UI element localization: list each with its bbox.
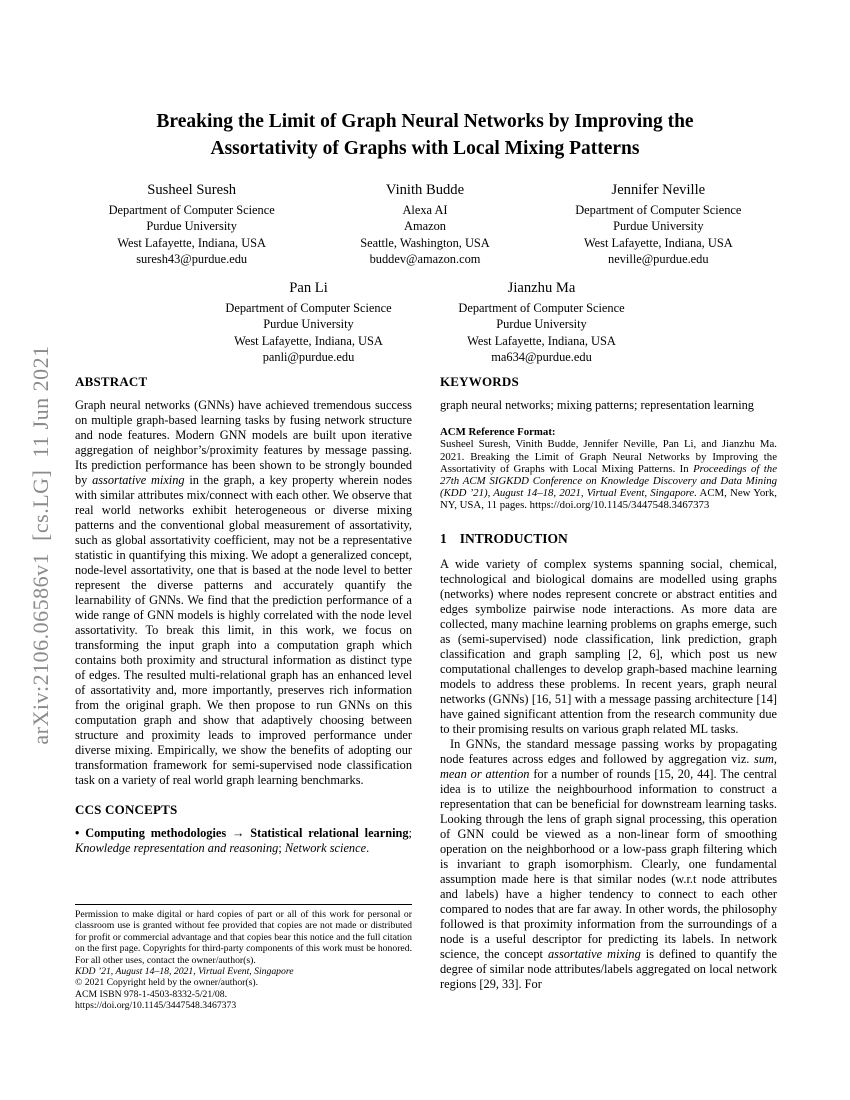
keywords-heading: KEYWORDS	[440, 374, 519, 389]
author-email: buddev@amazon.com	[369, 252, 481, 267]
author-affiliation-line: West Lafayette, Indiana, USA	[117, 235, 266, 250]
introduction-paragraph-2: In GNNs, the standard message passing works by propagating node features across edges and followed by aggregation viz. sum, mean or attention for a number of rounds [15, 20, 44]. The central idea is to utilize the neighbourhood information to construct a representation that can be beneficial for downstream learning tasks. Looking through the lens of graph signal processing, this operation of GNN could be viewed as a non-linear form of smoothing operation on the neighborhood or a low-pass graph filtering which is invariant to graph isomorphism. Clearly, one fundamental assumption made here is that similar nodes (w.r.t node attributes and labels) have a higher tendency to connect to each other compared to nodes that are far away. In other words, the philosophy followed is that proximity information from the surroundings of a node is a useful descriptor for predicting its labels. In network science, the concept assortative mixing is defined to quantify the degree of similar node attributes/labels aggregated on local network regions [29, 33]. For	[440, 736, 777, 991]
author-affiliation-line: West Lafayette, Indiana, USA	[234, 333, 383, 348]
introduction-heading	[440, 531, 777, 547]
section-number: 1	[440, 530, 447, 546]
authors-row-1	[75, 181, 775, 268]
author-affiliation-line: Purdue University	[263, 317, 354, 332]
ccs-heading: CCS CONCEPTS	[75, 802, 178, 817]
author-email: panli@purdue.edu	[262, 350, 355, 365]
introduction-paragraph-1: A wide variety of complex systems spanning social, chemical, technological and biological domains are modelled using graphs (networks) where nodes represent concrete or abstract entities and edges symbolize pairwise node interactions. As more data are collected, many machine learning problems on graphs emerge, such as (semi-supervised) node classification, link prediction, graph classification and graph sampling [2, 6], which post us new computational challenges to develop graph-based machine learning models to address these problems. In recent years, graph neural networks (GNNs) [16, 51] with a message passing architecture [14] have gained significant attention from the research community due to their promising results on various graph related ML tasks.	[440, 556, 777, 736]
author-email: neville@purdue.edu	[608, 252, 709, 267]
author-affiliation-line: Purdue University	[613, 219, 704, 234]
footnote-copyright: © 2021 Copyright held by the owner/author(s).	[75, 977, 259, 989]
section-title: INTRODUCTION	[459, 530, 568, 546]
author-jianzhu-ma	[425, 279, 658, 366]
arxiv-stamp: arXiv:2106.06586v1 [cs.LG] 11 Jun 2021	[28, 345, 53, 745]
author-vinith-budde	[308, 181, 541, 268]
author-name: Jianzhu Ma	[507, 280, 576, 296]
author-affiliation-line: Purdue University	[496, 317, 587, 332]
author-affiliation-line: West Lafayette, Indiana, USA	[467, 333, 616, 348]
author-affiliation-line: Department of Computer Science	[575, 203, 742, 217]
author-affiliation-line: Alexa AI	[402, 203, 448, 217]
acm-reference-text: Susheel Suresh, Vinith Budde, Jennifer Neville, Pan Li, and Jianzhu Ma. 2021. Breaking the Limit of Graph Neural Networks by Improving the Assortativity of Graphs with Local Mixing Patterns. In Proceedings of the 27th ACM SIGKDD Conference on Knowledge Discovery and Data Mining (KDD ’21), August 14–18, 2021, Virtual Event, Singapore. ACM, New York, NY, USA, 11 pages. https://doi.org/10.1145/3447548.3467373	[440, 438, 777, 512]
ccs-text: • Computing methodologies → Statistical relational learning; Knowledge representation and reasoning; Network science.	[75, 826, 412, 855]
column-right	[440, 374, 777, 992]
footnote-permission: Permission to make digital or hard copies of part or all of this work for personal or classroom use is granted without fee provided that copies are not made or distributed for profit or commercial advantage and that copies bear this notice and the full citation on the first page. Copyrights for third-party components of this work must be honored. For all other uses, contact the owner/author(s).	[75, 909, 412, 966]
author-affiliation-line: Seattle, Washington, USA	[360, 235, 490, 250]
paper-title-line1: Breaking the Limit of Graph Neural Networks by Improving the	[156, 111, 694, 132]
keywords-text: graph neural networks; mixing patterns; representation learning	[440, 398, 754, 412]
footnote-block	[75, 904, 412, 1012]
paper-title	[0, 108, 850, 162]
abstract-text: Graph neural networks (GNNs) have achieved tremendous success on multiple graph-based learning tasks by fusing network structure and node features. Modern GNN models are built upon iterative aggregation of neighbor’s/proximity features by message passing. Its prediction performance has been shown to be strongly bounded by assortative mixing in the graph, a key property wherein nodes with similar attributes mix/connect with each other. We observe that real world networks exhibit heterogeneous or diverse mixing patterns and the conventional global measurement of assortativity, such as global assortativity coefficient, may not be a representative statistic in quantifying this mixing. We adopt a generalized concept, node-level assortativity, one that is based at the node level to better represent the diverse patterns and accurately quantify the learnability of GNNs. We find that the prediction performance of a wide range of GNN models is highly correlated with the node level assortativity. To break this limit, in this work, we focus on transforming the input graph into a computation graph which contains both proximity and structural information as distinct type of edges. The resulted multi-relational graph has an enhanced level of assortativity and, more importantly, preserves rich information from the original graph. We then propose to run GNNs on this computation graph and show that adaptively choosing between structure and proximity leads to improved performance under diverse mixing. Empirically, we show the benefits of adopting our transformation framework for semi-supervised node classification task on a variety of real world graph learning benchmarks.	[75, 398, 413, 787]
authors-row-2	[75, 279, 775, 366]
acm-reference-heading: ACM Reference Format:	[440, 426, 556, 438]
author-affiliation-line: Department of Computer Science	[225, 301, 392, 315]
author-email: ma634@purdue.edu	[491, 350, 592, 365]
author-email: suresh43@purdue.edu	[136, 252, 248, 267]
footnote-isbn: ACM ISBN 978-1-4503-8332-5/21/08.	[75, 988, 228, 1000]
author-pan-li	[192, 279, 425, 366]
author-affiliation-line: West Lafayette, Indiana, USA	[583, 235, 733, 250]
author-susheel-suresh	[75, 181, 308, 268]
column-left	[75, 374, 412, 992]
author-name: Susheel Suresh	[147, 182, 237, 198]
author-name: Vinith Budde	[385, 182, 465, 198]
paper-title-line2: Assortativity of Graphs with Local Mixing Patterns	[210, 138, 640, 159]
body-columns	[75, 374, 777, 992]
author-jennifer-neville	[542, 181, 775, 268]
footnote-doi-link[interactable]: https://doi.org/10.1145/3447548.3467373	[75, 1000, 237, 1012]
abstract-heading: ABSTRACT	[75, 374, 148, 389]
author-affiliation-line: Department of Computer Science	[458, 301, 625, 315]
author-affiliation-line: Purdue University	[146, 219, 237, 234]
author-name: Pan Li	[289, 280, 328, 296]
footnote-venue: KDD ’21, August 14–18, 2021, Virtual Event, Singapore	[75, 966, 294, 978]
author-affiliation-line: Department of Computer Science	[108, 203, 275, 217]
author-name: Jennifer Neville	[611, 182, 706, 198]
author-affiliation-line: Amazon	[404, 219, 446, 234]
